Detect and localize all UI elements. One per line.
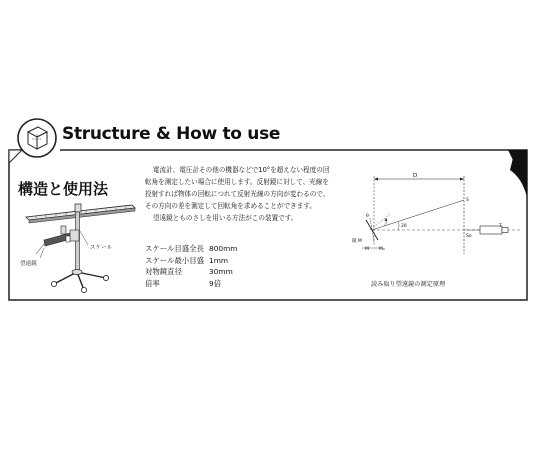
label-2theta: 2θ [401,224,407,229]
spec-value: 1mm [209,255,229,265]
spec-label: 対物鏡直径 [145,267,182,276]
description-line: その方向の差を測定して回転角を求めることができます。 [145,202,316,210]
label-S: S [466,198,469,203]
spec-label: スケール目盛全長 [145,244,204,253]
principle-diagram [340,170,525,275]
label-So: So [466,234,472,239]
header-title: Structure & How to use [62,124,281,144]
tripod-base [54,272,106,290]
spec-value: 800mm [209,244,238,253]
spec-row [145,278,238,290]
spec-value: 9倍 [209,278,222,288]
label-M0: M₀ [379,247,385,252]
description-line: 電流計、電圧計その他の機器などで10°を超えない程度の回 [152,166,330,174]
telescope-label: 望遠鏡 [20,261,37,267]
scale-label: スケール [90,245,113,251]
label-mirror: 鏡 M [352,239,362,244]
spec-label: スケール最小目盛 [145,255,204,265]
label-M: M [365,247,369,252]
label-T: T [499,224,502,229]
spec-label: 倍率 [145,278,160,288]
apparatus-illustration [14,196,144,294]
description-text [145,164,360,224]
description-line: 望遠鏡とものさしを用いる方法がこの装置です。 [152,214,298,222]
label-D: D [413,173,418,179]
section-title: 構造と使用法 [18,180,109,198]
telescope [36,226,79,254]
label-theta: θ [366,214,369,219]
spec-row [145,243,238,255]
spec-value: 30mm [209,267,233,276]
spec-row [145,255,238,267]
spec-row [145,266,238,278]
diagram-caption: 読み取り望遠鏡の測定原理 [371,281,446,288]
spec-list [145,243,238,289]
description-line: 投射すれば物体の回転につれて反射光線の方向が変わるので、 [145,190,330,198]
description-line: 転角を測定したい場合に使用します。反射鏡に対して、光線を [145,178,329,186]
